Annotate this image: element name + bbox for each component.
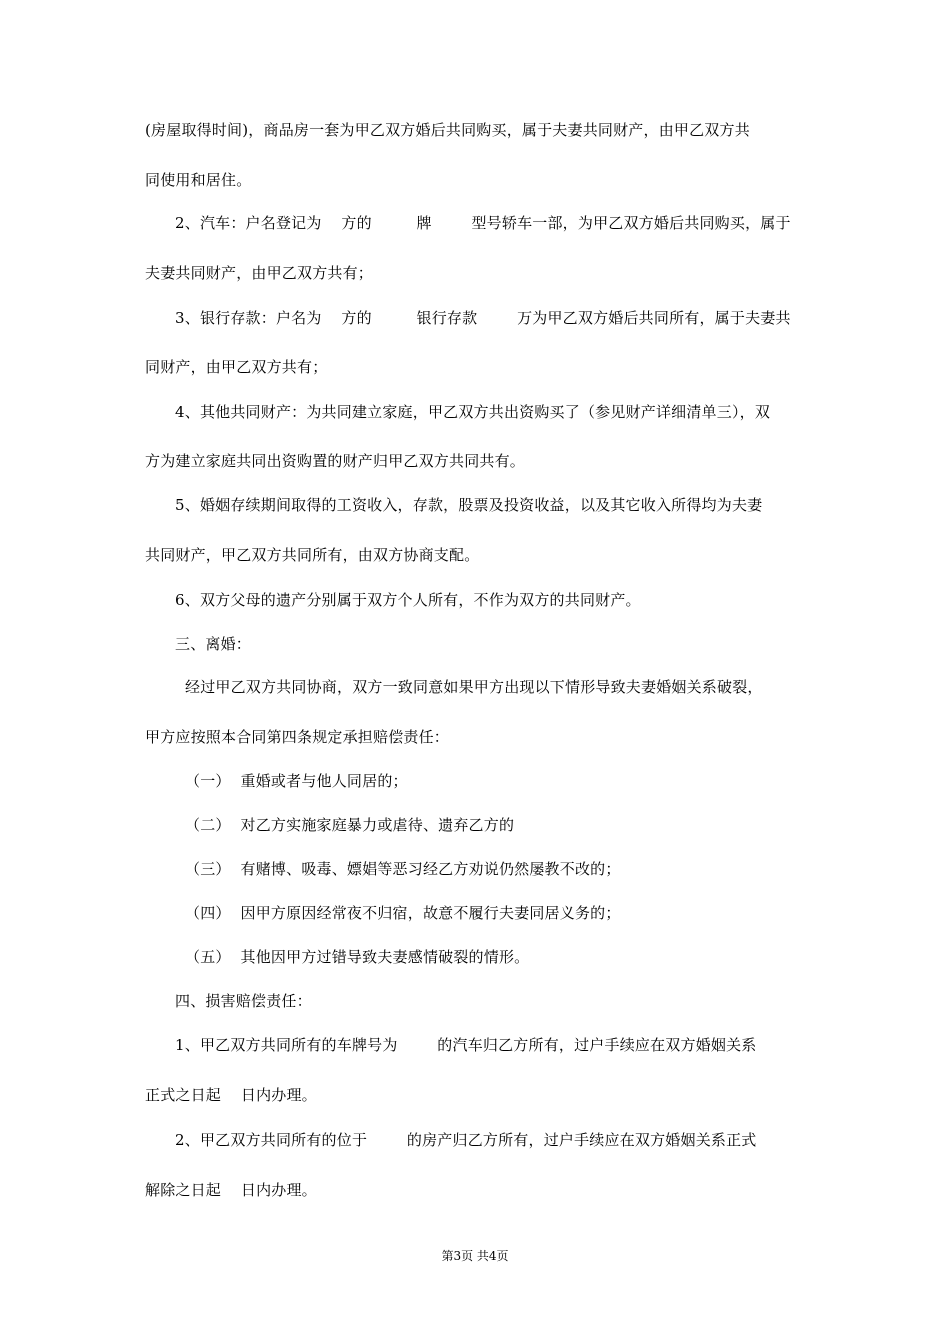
paragraph-income-line: 共同财产，甲乙双方共同所有，由双方协商支配。 xyxy=(145,546,480,564)
paragraph-car-line: 2、汽车：户名登记为 方的 牌 型号轿车一部，为甲乙双方婚后共同购买，属于 xyxy=(175,214,791,232)
list-item: （三） 有赌博、吸毒、嫖娼等恶习经乙方劝说仍然屡教不改的； xyxy=(185,860,621,878)
paragraph-house-line: 同使用和居住。 xyxy=(145,171,252,189)
paragraph-car-line: 夫妻共同财产，由甲乙双方共有； xyxy=(145,264,374,282)
paragraph-divorce-intro-line: 经过甲乙双方共同协商，双方一致同意如果甲方出现以下情形导致夫妻婚姻关系破裂， xyxy=(185,678,763,696)
paragraph-inheritance-line: 6、双方父母的遗产分别属于双方个人所有，不作为双方的共同财产。 xyxy=(175,591,641,609)
paragraph-compensation-house-line: 解除之日起 日内办理。 xyxy=(145,1181,317,1199)
paragraph-compensation-car-line: 正式之日起 日内办理。 xyxy=(145,1086,317,1104)
page-number-footer: 第3页 共4页 xyxy=(441,1249,509,1263)
paragraph-divorce-intro-line: 甲方应按照本合同第四条规定承担赔偿责任： xyxy=(145,728,450,746)
section-heading-compensation: 四、损害赔偿责任： xyxy=(175,992,312,1010)
paragraph-compensation-car-line: 1、甲乙双方共同所有的车牌号为 的汽车归乙方所有，过户手续应在双方婚姻关系 xyxy=(175,1036,757,1054)
paragraph-bank-line: 同财产，由甲乙双方共有； xyxy=(145,358,328,376)
paragraph-bank-line: 3、银行存款：户名为 方的 银行存款 万为甲乙双方婚后共同所有，属于夫妻共 xyxy=(175,309,791,327)
list-item: （四） 因甲方原因经常夜不归宿，故意不履行夫妻同居义务的； xyxy=(185,904,621,922)
paragraph-house-line: (房屋取得时间)，商品房一套为甲乙双方婚后共同购买，属于夫妻共同财产，由甲乙双方共 xyxy=(145,121,750,139)
section-heading-divorce: 三、离婚： xyxy=(175,635,252,653)
paragraph-compensation-house-line: 2、甲乙双方共同所有的位于 的房产归乙方所有，过户手续应在双方婚姻关系正式 xyxy=(175,1131,757,1149)
paragraph-income-line: 5、婚姻存续期间取得的工资收入，存款，股票及投资收益，以及其它收入所得均为夫妻 xyxy=(175,496,763,514)
paragraph-other-property-line: 方为建立家庭共同出资购置的财产归甲乙双方共同共有。 xyxy=(145,452,526,470)
list-item: （一） 重婚或者与他人同居的； xyxy=(185,772,408,790)
list-item: （二） 对乙方实施家庭暴力或虐待、遗弃乙方的 xyxy=(185,816,515,834)
list-item: （五） 其他因甲方过错导致夫妻感情破裂的情形。 xyxy=(185,948,530,966)
paragraph-other-property-line: 4、其他共同财产：为共同建立家庭，甲乙双方共出资购买了（参见财产详细清单三），双 xyxy=(175,403,771,421)
